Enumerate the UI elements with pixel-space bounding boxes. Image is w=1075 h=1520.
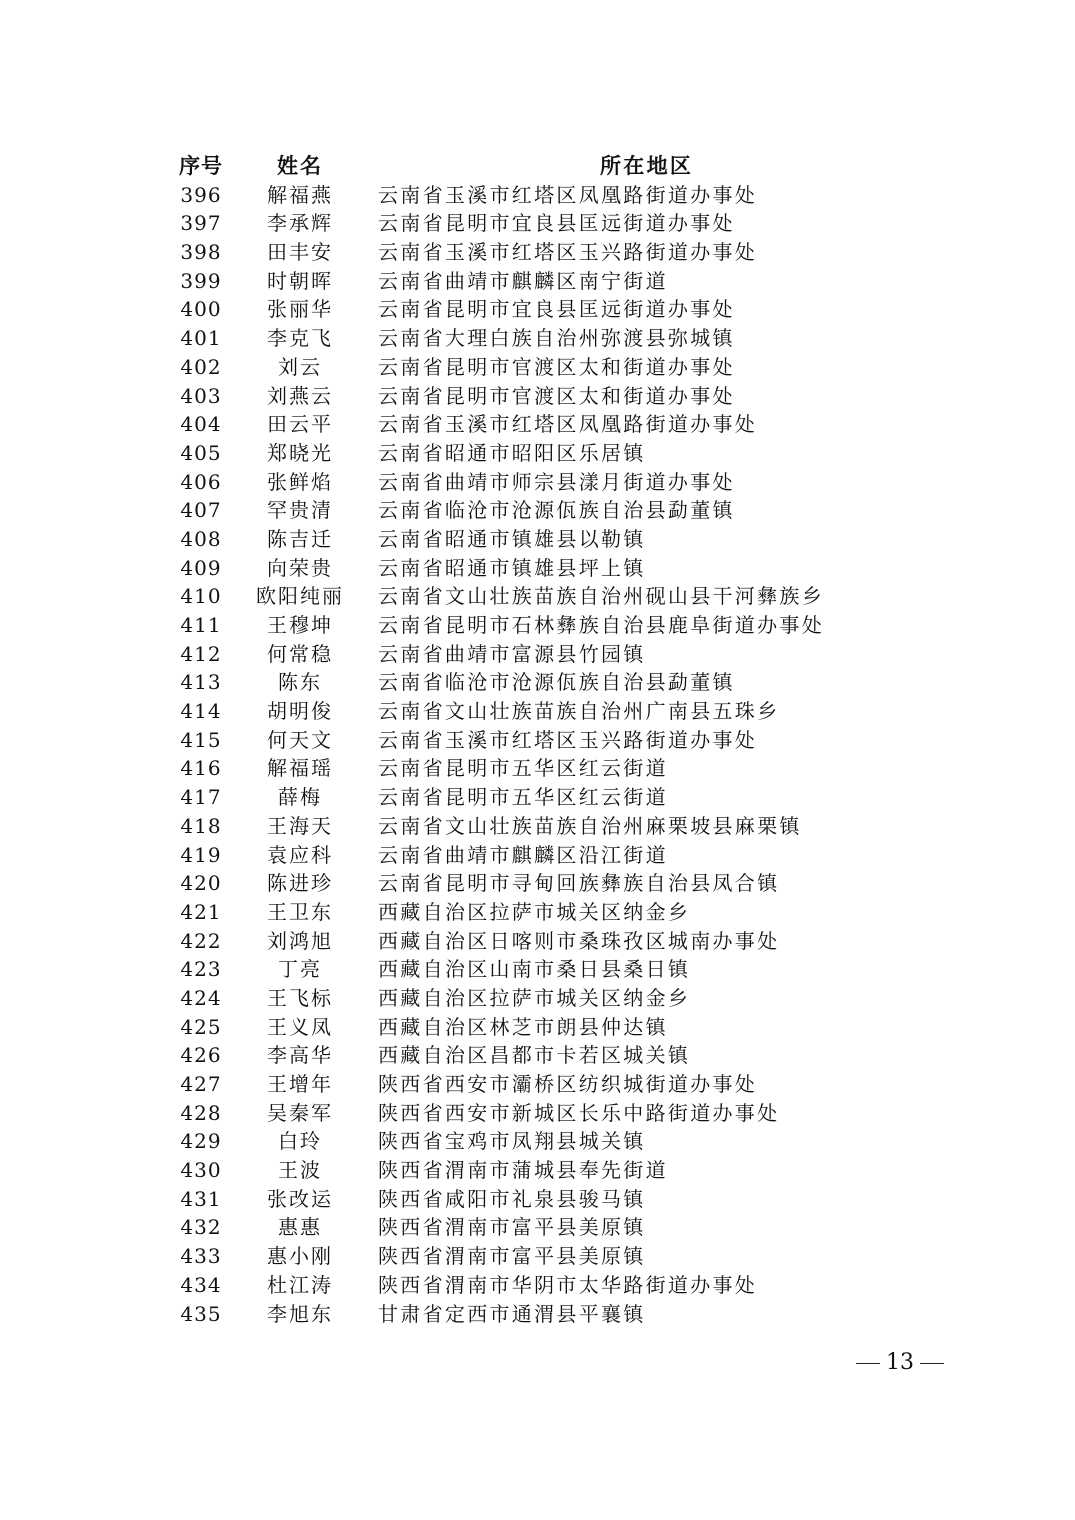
- region-cell: 云南省文山壮族苗族自治州广南县五珠乡: [378, 699, 780, 724]
- region-cell: 云南省临沧市沧源佤族自治县勐董镇: [378, 670, 735, 695]
- table-row: [0, 1041, 1075, 1070]
- region-cell: 云南省文山壮族苗族自治州砚山县干河彝族乡: [378, 584, 824, 609]
- serial-number-cell: 408: [180, 526, 222, 551]
- table-row: [0, 1156, 1075, 1185]
- region-cell: 云南省曲靖市麒麟区南宁街道: [378, 268, 668, 293]
- page-number-right-dash: [920, 1363, 944, 1364]
- name-cell: 杜江涛: [267, 1272, 333, 1297]
- region-cell: 云南省昆明市石林彝族自治县鹿阜街道办事处: [378, 613, 824, 637]
- region-cell: 云南省曲靖市师宗县漾月街道办事处: [378, 469, 735, 494]
- table-body: [0, 181, 1075, 1329]
- name-cell: 欧阳纯丽: [256, 584, 344, 609]
- serial-number-cell: 426: [180, 1043, 222, 1068]
- region-cell: 云南省玉溪市红塔区凤凰路街道办事处: [378, 182, 758, 207]
- table-row: [0, 668, 1075, 697]
- region-cell: 云南省昆明市官渡区太和街道办事处: [378, 383, 735, 408]
- region-cell: 云南省大理白族自治州弥渡县弥城镇: [378, 326, 735, 351]
- serial-number-cell: 403: [180, 383, 222, 408]
- serial-number-cell: 396: [180, 182, 222, 207]
- name-cell: 何天文: [267, 727, 333, 752]
- name-cell: 田丰安: [267, 240, 333, 265]
- region-cell: 云南省昆明市宜良县匡远街道办事处: [378, 211, 735, 236]
- name-cell: 王义凤: [267, 1014, 333, 1039]
- table-row: [0, 238, 1075, 267]
- serial-number-cell: 402: [180, 354, 222, 379]
- serial-number-cell: 400: [180, 297, 222, 322]
- name-list-table: [0, 152, 1075, 1328]
- table-row: [0, 525, 1075, 554]
- region-cell: 云南省昭通市昭阳区乐居镇: [378, 440, 646, 465]
- name-cell: 田云平: [267, 412, 333, 437]
- table-row: [0, 324, 1075, 353]
- name-cell: 惠小刚: [267, 1244, 333, 1269]
- table-row: [0, 181, 1075, 210]
- name-cell: 胡明俊: [267, 699, 333, 724]
- serial-number-cell: 417: [180, 785, 222, 810]
- region-cell: 西藏自治区拉萨市城关区纳金乡: [378, 985, 691, 1010]
- table-row: [0, 1185, 1075, 1214]
- region-cell: 云南省临沧市沧源佤族自治县勐董镇: [378, 498, 735, 523]
- name-cell: 李高华: [267, 1043, 333, 1068]
- table-row: [0, 812, 1075, 841]
- region-cell: 西藏自治区拉萨市城关区纳金乡: [378, 899, 691, 924]
- serial-number-cell: 421: [180, 899, 222, 924]
- name-cell: 王波: [278, 1158, 322, 1183]
- name-cell: 时朝晖: [267, 268, 333, 293]
- serial-number-cell: 419: [180, 842, 222, 867]
- table-row: [0, 1099, 1075, 1128]
- table-row: [0, 496, 1075, 525]
- serial-number-cell: 399: [180, 268, 222, 293]
- region-cell: 云南省昭通市镇雄县坪上镇: [378, 555, 646, 580]
- table-row: [0, 382, 1075, 411]
- name-cell: 解福瑶: [267, 756, 333, 781]
- table-row: [0, 1070, 1075, 1099]
- name-cell: 李克飞: [267, 326, 333, 351]
- serial-number-cell: 433: [180, 1244, 222, 1269]
- name-cell: 刘燕云: [267, 383, 333, 408]
- serial-number-cell: 427: [180, 1072, 222, 1096]
- page-number-left-dash: [856, 1363, 880, 1364]
- name-cell: 王飞标: [267, 985, 333, 1010]
- name-cell: 李旭东: [267, 1301, 333, 1326]
- serial-number-cell: 428: [180, 1100, 222, 1125]
- table-row: [0, 554, 1075, 583]
- serial-number-cell: 410: [180, 584, 222, 609]
- name-cell: 王增年: [267, 1072, 333, 1096]
- serial-number-cell: 430: [180, 1158, 222, 1183]
- serial-number-cell: 432: [180, 1215, 222, 1240]
- table-row: [0, 410, 1075, 439]
- table-row: [0, 1300, 1075, 1329]
- serial-number-cell: 422: [180, 928, 222, 953]
- header-serial-number: 序号: [179, 153, 223, 178]
- table-row: [0, 927, 1075, 956]
- name-cell: 王卫东: [267, 899, 333, 924]
- table-row: [0, 869, 1075, 898]
- name-cell: 陈进珍: [267, 871, 333, 896]
- table-row: [0, 697, 1075, 726]
- region-cell: 陕西省渭南市蒲城县奉先街道: [378, 1158, 668, 1183]
- region-cell: 陕西省渭南市华阴市太华路街道办事处: [378, 1272, 758, 1297]
- name-cell: 张丽华: [267, 297, 333, 322]
- name-cell: 向荣贵: [267, 555, 333, 580]
- name-cell: 吴秦军: [267, 1100, 333, 1125]
- name-cell: 王海天: [267, 813, 333, 838]
- region-cell: 云南省玉溪市红塔区凤凰路街道办事处: [378, 412, 758, 437]
- table-row: [0, 1213, 1075, 1242]
- serial-number-cell: 412: [180, 641, 222, 666]
- table-row: [0, 783, 1075, 812]
- region-cell: 陕西省西安市新城区长乐中路街道办事处: [378, 1100, 780, 1125]
- table-row: [0, 295, 1075, 324]
- region-cell: 陕西省宝鸡市凤翔县城关镇: [378, 1129, 646, 1154]
- table-row: [0, 1127, 1075, 1156]
- page-number: [850, 1348, 950, 1378]
- table-row: [0, 582, 1075, 611]
- serial-number-cell: 415: [180, 727, 222, 752]
- serial-number-cell: 411: [180, 613, 222, 637]
- region-cell: 云南省昆明市官渡区太和街道办事处: [378, 354, 735, 379]
- serial-number-cell: 431: [180, 1186, 222, 1211]
- table-row: [0, 1013, 1075, 1042]
- table-row: [0, 640, 1075, 669]
- serial-number-cell: 404: [180, 412, 222, 437]
- name-cell: 白玲: [278, 1129, 322, 1154]
- table-row: [0, 353, 1075, 382]
- serial-number-cell: 423: [180, 957, 222, 982]
- serial-number-cell: 407: [180, 498, 222, 523]
- serial-number-cell: 409: [180, 555, 222, 580]
- serial-number-cell: 420: [180, 871, 222, 896]
- table-row: [0, 898, 1075, 927]
- name-cell: 惠惠: [278, 1215, 322, 1240]
- serial-number-cell: 429: [180, 1129, 222, 1154]
- region-cell: 陕西省渭南市富平县美原镇: [378, 1244, 646, 1269]
- name-cell: 陈东: [278, 670, 322, 695]
- serial-number-cell: 414: [180, 699, 222, 724]
- region-cell: 云南省昆明市寻甸回族彝族自治县凤合镇: [378, 871, 780, 896]
- serial-number-cell: 406: [180, 469, 222, 494]
- table-row: [0, 1242, 1075, 1271]
- region-cell: 云南省昆明市宜良县匡远街道办事处: [378, 297, 735, 322]
- name-cell: 袁应科: [267, 842, 333, 867]
- serial-number-cell: 405: [180, 440, 222, 465]
- table-header: [0, 152, 1075, 181]
- serial-number-cell: 434: [180, 1272, 222, 1297]
- region-cell: 西藏自治区昌都市卡若区城关镇: [378, 1043, 691, 1068]
- region-cell: 云南省文山壮族苗族自治州麻栗坡县麻栗镇: [378, 813, 802, 838]
- serial-number-cell: 398: [180, 240, 222, 265]
- table-row: [0, 1271, 1075, 1300]
- region-cell: 西藏自治区林芝市朗县仲达镇: [378, 1014, 668, 1039]
- table-row: [0, 754, 1075, 783]
- region-cell: 云南省曲靖市富源县竹园镇: [378, 641, 646, 666]
- table-row: [0, 984, 1075, 1013]
- region-cell: 陕西省咸阳市礼泉县骏马镇: [378, 1186, 646, 1211]
- region-cell: 西藏自治区山南市桑日县桑日镇: [378, 957, 691, 982]
- region-cell: 云南省玉溪市红塔区玉兴路街道办事处: [378, 240, 758, 265]
- header-region: 所在地区: [600, 153, 694, 178]
- table-row: [0, 439, 1075, 468]
- table-row: [0, 209, 1075, 238]
- name-cell: 张鲜焰: [267, 469, 333, 494]
- serial-number-cell: 424: [180, 985, 222, 1010]
- name-cell: 解福燕: [267, 182, 333, 207]
- name-cell: 王穆坤: [267, 613, 333, 637]
- name-cell: 丁亮: [278, 957, 322, 982]
- table-row: [0, 267, 1075, 296]
- region-cell: 甘肃省定西市通渭县平襄镇: [378, 1301, 646, 1326]
- name-cell: 陈吉迁: [267, 526, 333, 551]
- serial-number-cell: 413: [180, 670, 222, 695]
- name-cell: 薛梅: [278, 785, 322, 810]
- name-cell: 李承辉: [267, 211, 333, 236]
- name-cell: 何常稳: [267, 641, 333, 666]
- region-cell: 陕西省西安市灞桥区纺织城街道办事处: [378, 1072, 758, 1096]
- serial-number-cell: 418: [180, 813, 222, 838]
- region-cell: 云南省昆明市五华区红云街道: [378, 756, 668, 781]
- table-row: [0, 841, 1075, 870]
- region-cell: 云南省昆明市五华区红云街道: [378, 785, 668, 810]
- serial-number-cell: 425: [180, 1014, 222, 1039]
- table-row: [0, 955, 1075, 984]
- table-row: [0, 726, 1075, 755]
- header-name: 姓名: [277, 153, 323, 178]
- page-number-value: 13: [886, 1350, 914, 1375]
- table-row: [0, 611, 1075, 640]
- name-cell: 罕贵清: [267, 498, 333, 523]
- table-row: [0, 468, 1075, 497]
- region-cell: 西藏自治区日喀则市桑珠孜区城南办事处: [378, 928, 780, 953]
- region-cell: 陕西省渭南市富平县美原镇: [378, 1215, 646, 1240]
- name-cell: 张改运: [267, 1186, 333, 1211]
- name-cell: 刘云: [278, 354, 322, 379]
- name-cell: 刘鸿旭: [267, 928, 333, 953]
- region-cell: 云南省昭通市镇雄县以勒镇: [378, 526, 646, 551]
- serial-number-cell: 416: [180, 756, 222, 781]
- serial-number-cell: 435: [180, 1301, 222, 1326]
- serial-number-cell: 397: [180, 211, 222, 236]
- name-cell: 郑晓光: [267, 440, 333, 465]
- region-cell: 云南省玉溪市红塔区玉兴路街道办事处: [378, 727, 758, 752]
- serial-number-cell: 401: [180, 326, 222, 351]
- region-cell: 云南省曲靖市麒麟区沿江街道: [378, 842, 668, 867]
